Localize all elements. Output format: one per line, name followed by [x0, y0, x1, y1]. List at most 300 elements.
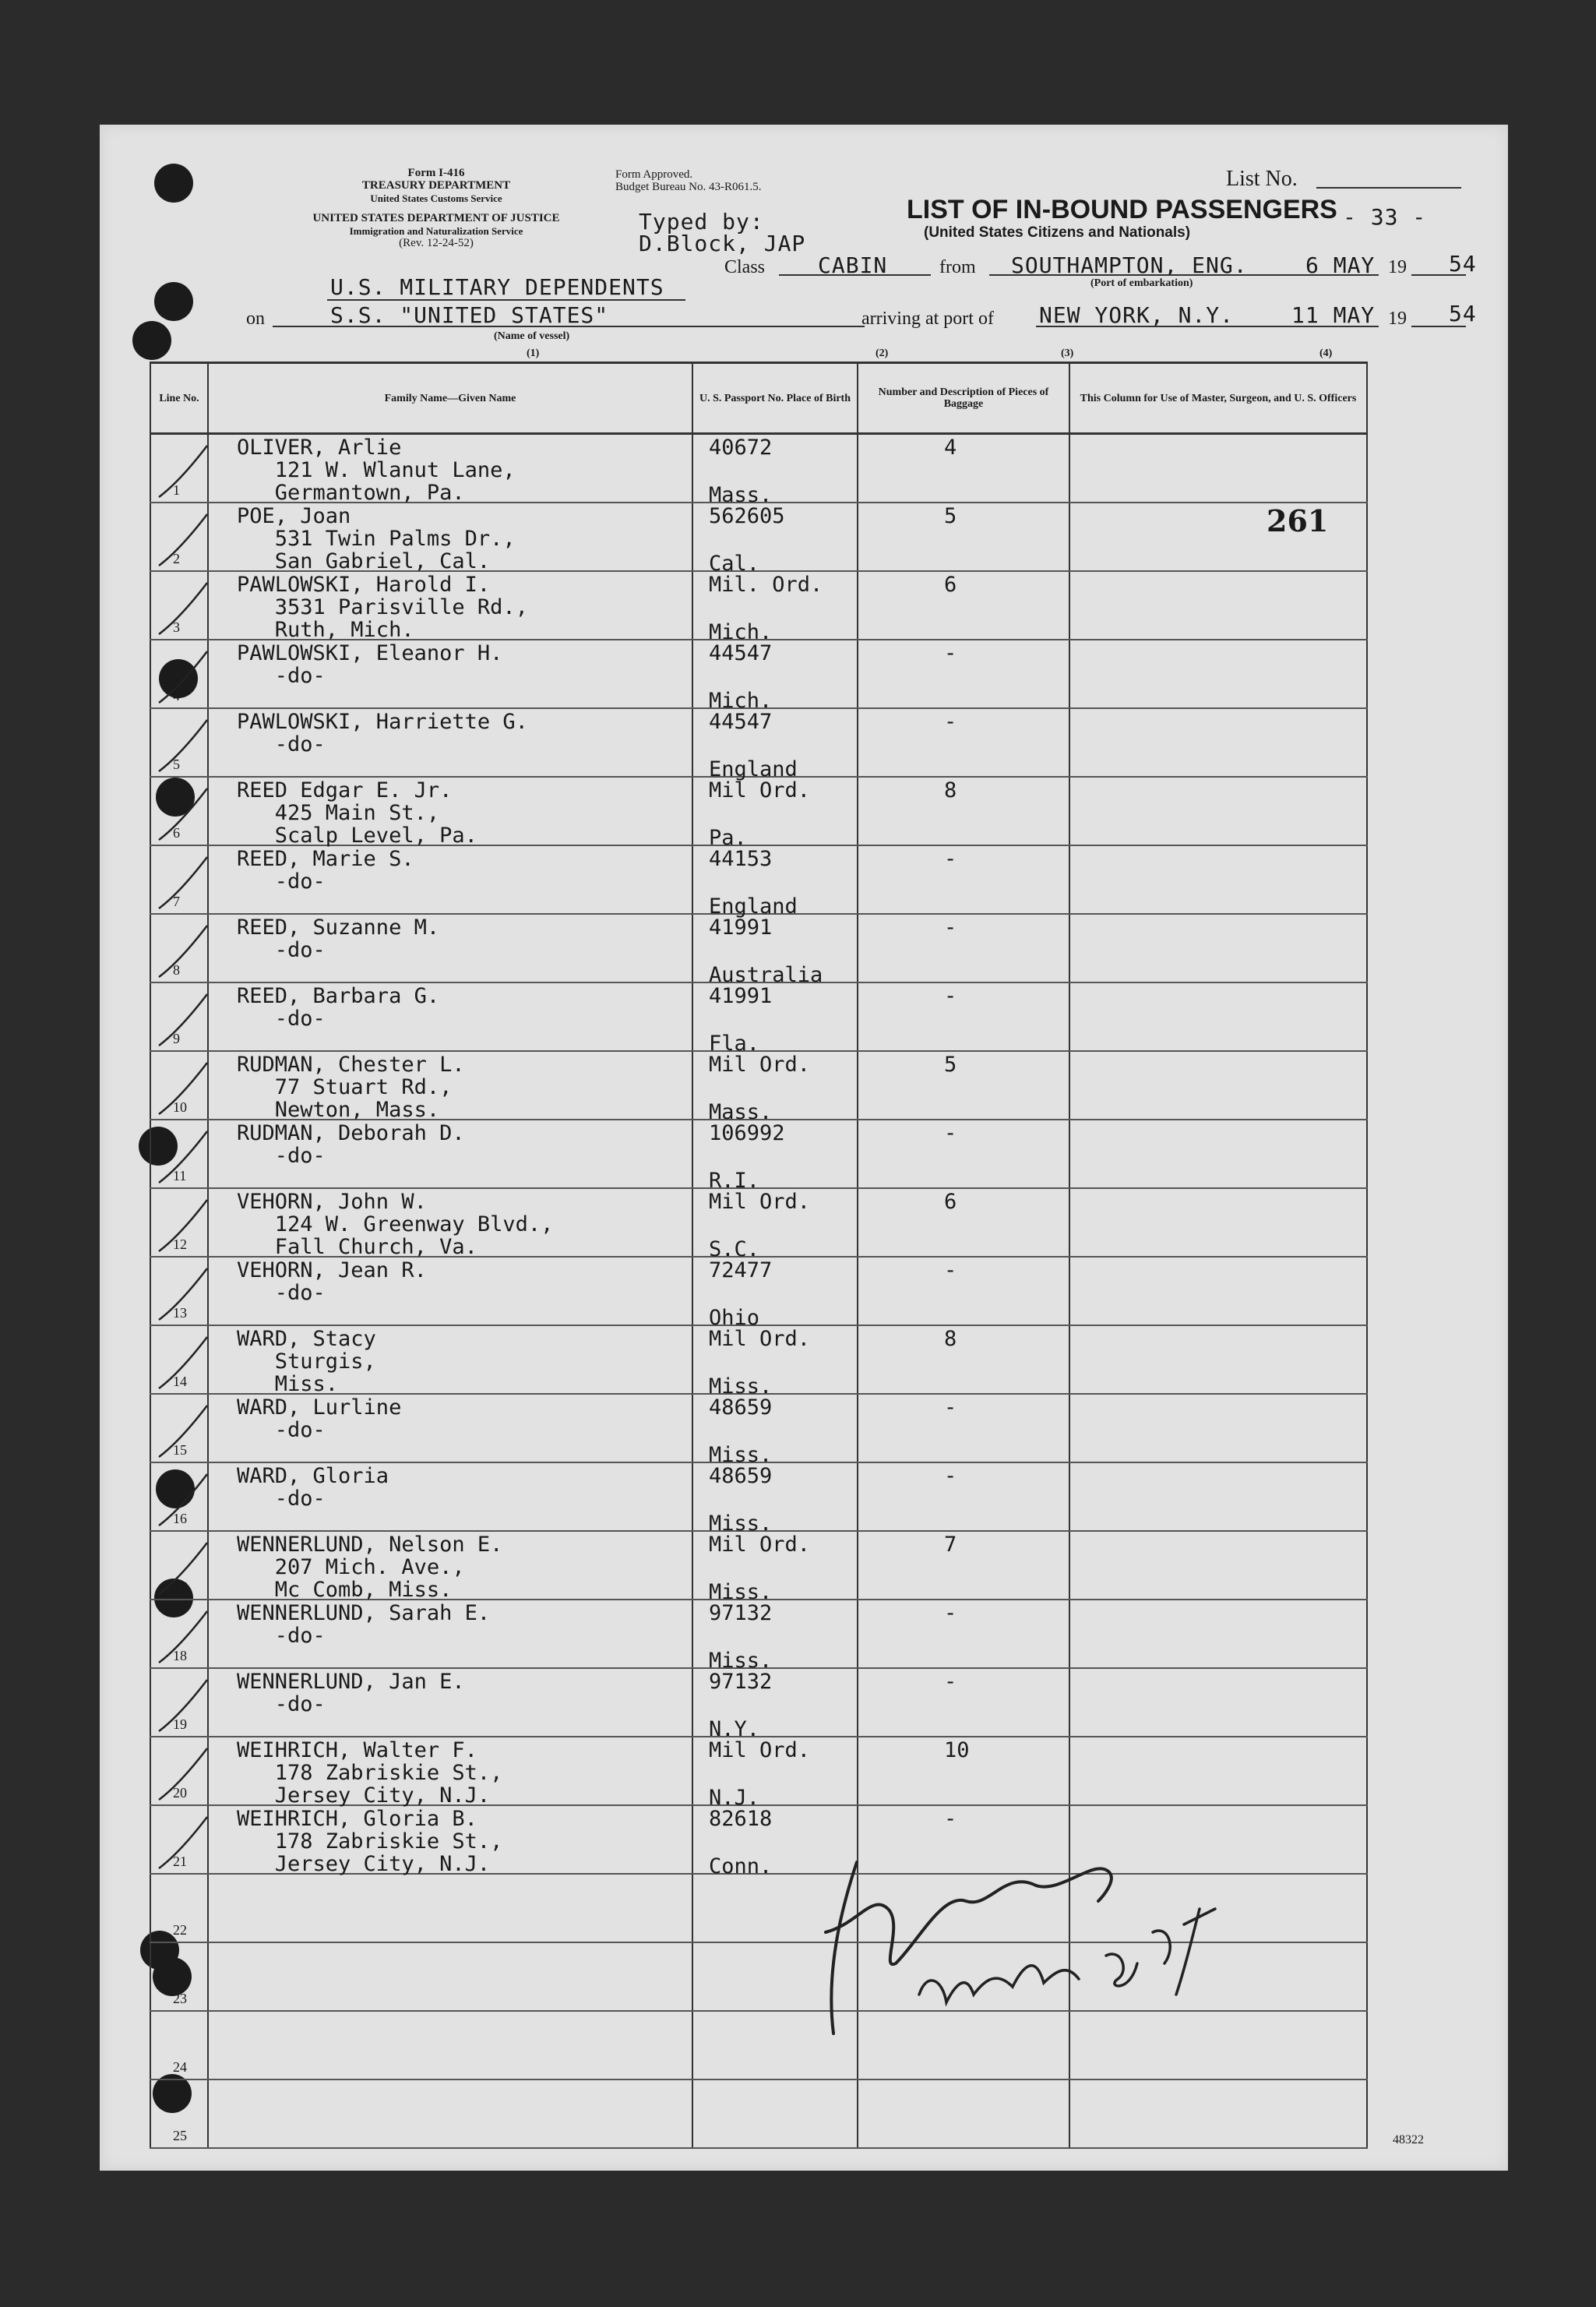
officer-cell	[1069, 1737, 1367, 1805]
place-of-birth: R.I.	[709, 1169, 760, 1193]
passenger-name: WENNERLUND, Sarah E. -do-	[237, 1601, 491, 1648]
name-cell	[208, 1737, 692, 1808]
group-name: U.S. MILITARY DEPENDENTS	[330, 274, 664, 300]
passenger-name: WARD, Lurline -do-	[237, 1395, 402, 1442]
check-mark-icon	[156, 852, 210, 915]
passenger-name: WARD, Stacy Sturgis, Miss.	[237, 1327, 376, 1396]
line-no-cell	[150, 503, 208, 571]
baggage-cell	[858, 1394, 1069, 1462]
baggage-cell	[858, 777, 1069, 845]
passport-number: 106992	[709, 1121, 785, 1145]
place-of-birth: Ohio	[709, 1306, 760, 1330]
name-cell	[208, 1668, 692, 1737]
line-no-cell	[150, 434, 208, 503]
line-number: 13	[173, 1305, 187, 1321]
passport-cell	[692, 708, 858, 781]
check-mark-icon	[156, 510, 210, 572]
baggage-cell	[858, 1600, 1069, 1668]
place-of-birth: N.Y.	[709, 1717, 760, 1741]
form-number: Form I-416	[407, 167, 465, 179]
line-number: 23	[173, 1991, 187, 2006]
officer-stamp: 261	[1267, 503, 1329, 538]
col-num-2: (2)	[876, 347, 889, 359]
form-revision: (Rev. 12-24-52)	[399, 237, 474, 249]
passenger-row	[150, 982, 1367, 1051]
line-no-cell	[150, 2079, 208, 2148]
line-no-cell	[150, 640, 208, 708]
baggage-count: 5	[944, 504, 957, 528]
on-label: on	[246, 309, 265, 329]
from-label: from	[939, 257, 976, 277]
name-cell	[208, 914, 692, 982]
passenger-row	[150, 1531, 1367, 1600]
line-no-cell	[150, 1737, 208, 1805]
baggage-count: 7	[944, 1533, 957, 1557]
passport-number: 44153	[709, 847, 773, 871]
arriving-label: arriving at port of	[861, 309, 994, 329]
passenger-row	[150, 1600, 1367, 1668]
place-of-birth: N.J.	[709, 1786, 760, 1810]
header-passport: U. S. Passport No. Place of Birth	[692, 363, 858, 434]
line-no-cell	[150, 1874, 208, 1942]
passenger-name: VEHORN, Jean R. -do-	[237, 1258, 427, 1305]
line-no-cell	[150, 1462, 208, 1531]
place-of-birth: Conn.	[709, 1854, 773, 1878]
line-no-cell	[150, 1668, 208, 1737]
passport-number: Mil Ord.	[709, 1053, 811, 1077]
passport-number: 562605	[709, 504, 785, 528]
budget-bureau: Budget Bureau No. 43-R061.5.	[615, 181, 762, 193]
passenger-name: WEIHRICH, Walter F. 178 Zabriskie St., Jersey City, N.J.	[237, 1738, 503, 1808]
class-label: Class	[724, 257, 766, 277]
officer-cell	[1069, 1668, 1367, 1737]
passport-number: Mil Ord.	[709, 1533, 811, 1557]
arrival-year: 54	[1449, 301, 1477, 326]
baggage-cell	[858, 982, 1069, 1051]
line-no-cell	[150, 1942, 208, 2011]
check-mark-icon	[156, 1812, 210, 1875]
officer-cell	[1069, 1120, 1367, 1188]
footer-code: 48322	[1393, 2133, 1424, 2146]
baggage-count: -	[944, 847, 957, 871]
check-mark-icon	[156, 1538, 210, 1600]
passenger-row	[150, 914, 1367, 982]
check-mark-icon	[156, 1264, 210, 1326]
check-mark-icon	[156, 1675, 210, 1737]
baggage-count: -	[944, 1395, 957, 1420]
place-of-birth: Miss.	[709, 1374, 773, 1399]
name-cell	[208, 777, 692, 848]
passport-number: Mil Ord.	[709, 1738, 811, 1762]
baggage-count: -	[944, 1601, 957, 1625]
passenger-name: PAWLOWSKI, Harriette G. -do-	[237, 710, 528, 757]
check-mark-icon	[156, 1401, 210, 1463]
passenger-name: PAWLOWSKI, Harold I. 3531 Parisville Rd., Ruth, Mich.	[237, 573, 528, 642]
arrival-rule	[1036, 326, 1379, 327]
baggage-cell	[858, 1120, 1069, 1188]
passport-cell	[692, 777, 858, 850]
binder-hole	[154, 282, 193, 321]
passport-cell	[692, 1325, 858, 1399]
check-mark-icon	[156, 784, 210, 846]
line-number: 21	[173, 1854, 187, 1869]
baggage-cell	[858, 1668, 1069, 1737]
check-mark-icon	[156, 1332, 210, 1395]
typist: D.Block, JAP	[639, 231, 806, 256]
passenger-row	[150, 1051, 1367, 1120]
arrival-date: 11 MAY	[1291, 302, 1376, 328]
depart-year-rule	[1411, 274, 1466, 276]
place-of-birth: Fla.	[709, 1032, 760, 1056]
line-number: 17	[173, 1579, 187, 1595]
baggage-count: -	[944, 1258, 957, 1282]
passport-cell	[692, 1668, 858, 1741]
check-mark-icon	[156, 1469, 210, 1532]
officer-cell	[1069, 571, 1367, 640]
passenger-row	[150, 1325, 1367, 1394]
baggage-cell	[858, 1531, 1069, 1600]
line-no-cell	[150, 1257, 208, 1325]
passport-cell	[692, 571, 858, 644]
depart-year-prefix: 19	[1388, 257, 1407, 277]
name-cell	[208, 2011, 692, 2079]
baggage-cell	[858, 1737, 1069, 1805]
line-no-cell	[150, 708, 208, 777]
passenger-name: REED, Suzanne M. -do-	[237, 915, 440, 962]
passenger-row	[150, 1120, 1367, 1188]
class-value: CABIN	[818, 252, 888, 278]
binder-hole	[154, 164, 193, 203]
passenger-row	[150, 434, 1367, 503]
header-line-no: Line No.	[150, 363, 208, 434]
baggage-count: -	[944, 710, 957, 734]
passport-number: 44547	[709, 710, 773, 734]
line-number: 2	[173, 551, 180, 566]
baggage-count: -	[944, 984, 957, 1008]
officer-cell	[1069, 982, 1367, 1051]
line-no-cell	[150, 982, 208, 1051]
col-num-4: (4)	[1319, 347, 1333, 359]
line-number: 9	[173, 1031, 180, 1046]
officer-cell	[1069, 640, 1367, 708]
name-cell	[208, 708, 692, 777]
baggage-cell	[858, 571, 1069, 640]
passport-cell	[692, 1257, 858, 1330]
baggage-cell	[858, 914, 1069, 982]
passport-cell	[692, 640, 858, 713]
baggage-count: -	[944, 915, 957, 940]
passport-cell	[692, 2079, 858, 2148]
passport-number: Mil Ord.	[709, 1327, 811, 1351]
baggage-count: -	[944, 1464, 957, 1488]
place-of-birth: Cal.	[709, 552, 760, 576]
passenger-row	[150, 1188, 1367, 1257]
line-no-cell	[150, 2011, 208, 2079]
officer-cell	[1069, 1051, 1367, 1120]
baggage-count: 8	[944, 778, 957, 803]
line-number: 11	[173, 1168, 187, 1183]
officer-cell	[1069, 1600, 1367, 1668]
check-mark-icon	[156, 921, 210, 983]
check-mark-icon	[156, 1195, 210, 1258]
line-number: 25	[173, 2128, 187, 2143]
passport-number: Mil. Ord.	[709, 573, 823, 597]
officer-cell	[1069, 708, 1367, 777]
line-no-cell	[150, 1188, 208, 1257]
passport-cell	[692, 1188, 858, 1261]
name-cell	[208, 1462, 692, 1531]
name-cell	[208, 1874, 692, 1942]
passenger-row	[150, 1257, 1367, 1325]
line-number: 20	[173, 1785, 187, 1801]
line-no-cell	[150, 1120, 208, 1188]
passenger-name: WENNERLUND, Nelson E. 207 Mich. Ave., Mc Comb, Miss.	[237, 1533, 503, 1602]
header-name: Family Name—Given Name	[208, 363, 692, 434]
baggage-count: -	[944, 1121, 957, 1145]
col-num-1: (1)	[527, 347, 540, 359]
line-number: 15	[173, 1442, 187, 1458]
baggage-count: -	[944, 1670, 957, 1694]
line-number: 10	[173, 1099, 187, 1115]
baggage-count: 8	[944, 1327, 957, 1351]
passport-number: 40672	[709, 436, 773, 460]
name-cell	[208, 1531, 692, 1600]
line-number: 14	[173, 1374, 187, 1389]
line-no-cell	[150, 1531, 208, 1600]
passport-cell	[692, 1394, 858, 1467]
passport-number: 41991	[709, 984, 773, 1008]
arrival-year-rule	[1411, 326, 1466, 327]
treasury-dept: TREASURY DEPARTMENT	[361, 179, 511, 192]
list-no-label: List No.	[1226, 167, 1298, 191]
place-of-birth: Pa.	[709, 826, 747, 850]
place-of-birth: Mich.	[709, 689, 773, 713]
line-number: 6	[173, 825, 180, 841]
baggage-cell	[858, 2079, 1069, 2148]
passenger-name: REED, Marie S. -do-	[237, 847, 414, 894]
baggage-count: 6	[944, 573, 957, 597]
place-of-birth: Miss.	[709, 1512, 773, 1536]
passport-number: 97132	[709, 1670, 773, 1694]
check-mark-icon	[156, 578, 210, 640]
line-number: 4	[173, 688, 180, 704]
officer-cell	[1069, 1531, 1367, 1600]
line-number: 22	[173, 1922, 187, 1938]
customs-service: United States Customs Service	[370, 192, 502, 204]
line-number: 16	[173, 1511, 187, 1526]
list-no: - 33 -	[1343, 204, 1427, 230]
passport-cell	[692, 1051, 858, 1124]
passport-cell	[692, 982, 858, 1056]
baggage-cell	[858, 1257, 1069, 1325]
name-cell	[208, 1051, 692, 1120]
line-number: 8	[173, 962, 180, 978]
check-mark-icon	[156, 715, 210, 778]
vessel-rule	[273, 326, 865, 327]
line-no-cell	[150, 914, 208, 982]
passport-cell	[692, 914, 858, 987]
officer-cell	[1069, 2079, 1367, 2148]
group-rule	[327, 299, 685, 301]
officer-cell	[1069, 1462, 1367, 1531]
justice-dept: UNITED STATES DEPARTMENT OF JUSTICE	[312, 212, 560, 224]
baggage-cell	[858, 1325, 1069, 1394]
place-of-birth: Miss.	[709, 1443, 773, 1467]
passport-cell	[692, 845, 858, 919]
line-number: 1	[173, 482, 180, 498]
passport-number: 41991	[709, 915, 773, 940]
form-title: LIST OF IN-BOUND PASSENGERS	[907, 195, 1337, 224]
baggage-cell	[858, 1462, 1069, 1531]
check-mark-icon	[156, 647, 210, 709]
name-cell	[208, 503, 692, 571]
passport-number: Mil Ord.	[709, 1190, 811, 1214]
baggage-count: -	[944, 1807, 957, 1831]
vessel-name: S.S. "UNITED STATES"	[330, 302, 609, 328]
line-no-cell	[150, 1325, 208, 1394]
passenger-name: OLIVER, Arlie 121 W. Wlanut Lane, Germantown, Pa.	[237, 436, 516, 505]
passenger-name: REED, Barbara G. -do-	[237, 984, 440, 1031]
list-no-rule	[1316, 187, 1461, 189]
baggage-cell	[858, 1051, 1069, 1120]
baggage-cell	[858, 1188, 1069, 1257]
embark-note: (Port of embarkation)	[1090, 277, 1193, 289]
name-cell	[208, 1325, 692, 1394]
passenger-row	[150, 845, 1367, 914]
name-cell	[208, 640, 692, 708]
baggage-cell	[858, 845, 1069, 914]
passport-number: Mil Ord.	[709, 778, 811, 803]
col-num-3: (3)	[1061, 347, 1074, 359]
line-number: 5	[173, 757, 180, 772]
officer-cell	[1069, 1394, 1367, 1462]
officer-cell	[1069, 914, 1367, 982]
passport-number: 48659	[709, 1464, 773, 1488]
form-approved: Form Approved.	[615, 168, 693, 181]
officer-cell	[1069, 845, 1367, 914]
passenger-row	[150, 571, 1367, 640]
line-number: 12	[173, 1236, 187, 1252]
passport-cell	[692, 1600, 858, 1673]
name-cell	[208, 1942, 692, 2011]
baggage-cell	[858, 708, 1069, 777]
check-mark-icon	[156, 989, 210, 1052]
check-mark-icon	[156, 1058, 210, 1120]
passenger-row	[150, 1737, 1367, 1805]
passenger-row	[150, 1394, 1367, 1462]
name-cell	[208, 1394, 692, 1462]
from-rule	[989, 274, 1379, 276]
line-number: 3	[173, 619, 180, 635]
passenger-name: VEHORN, John W. 124 W. Greenway Blvd., Fall Church, Va.	[237, 1190, 554, 1259]
name-cell	[208, 1257, 692, 1325]
line-number: 24	[173, 2059, 187, 2075]
line-number: 7	[173, 894, 180, 909]
passenger-row	[150, 2079, 1367, 2148]
arrival-port: NEW YORK, N.Y.	[1039, 302, 1235, 328]
passenger-row	[150, 1462, 1367, 1531]
place-of-birth: England	[709, 894, 798, 919]
passport-cell	[692, 1737, 858, 1810]
name-cell	[208, 1600, 692, 1668]
arrival-year-prefix: 19	[1388, 309, 1407, 329]
baggage-cell	[858, 503, 1069, 571]
header-baggage: Number and Description of Pieces of Baggage	[858, 363, 1069, 434]
name-cell	[208, 1805, 692, 1874]
place-of-birth: Australia	[709, 963, 823, 987]
line-number: 18	[173, 1648, 187, 1663]
passport-number: 97132	[709, 1601, 773, 1625]
baggage-count: 5	[944, 1053, 957, 1077]
officer-cell	[1069, 1257, 1367, 1325]
passport-number: 82618	[709, 1807, 773, 1831]
passenger-name: REED Edgar E. Jr. 425 Main St., Scalp Level, Pa.	[237, 778, 477, 848]
baggage-count: 4	[944, 436, 957, 460]
line-no-cell	[150, 845, 208, 914]
place-of-birth: Mich.	[709, 620, 773, 644]
passenger-name: WENNERLUND, Jan E. -do-	[237, 1670, 465, 1716]
form-subtitle: (United States Citizens and Nationals)	[924, 224, 1191, 241]
check-mark-icon	[156, 1744, 210, 1806]
passport-cell	[692, 434, 858, 507]
check-mark-icon	[156, 441, 210, 503]
passport-cell	[692, 1531, 858, 1604]
name-cell	[208, 1188, 692, 1257]
passenger-name: POE, Joan 531 Twin Palms Dr., San Gabriel, Cal.	[237, 504, 516, 573]
name-cell	[208, 845, 692, 914]
name-cell	[208, 434, 692, 503]
header-officers: This Column for Use of Master, Surgeon, and U. S. Officers	[1069, 363, 1367, 434]
line-no-cell	[150, 777, 208, 845]
line-no-cell	[150, 571, 208, 640]
passport-cell	[692, 1120, 858, 1193]
name-cell	[208, 571, 692, 640]
baggage-count: 6	[944, 1190, 957, 1214]
depart-date: 6 MAY	[1305, 252, 1376, 278]
check-mark-icon	[156, 1127, 210, 1189]
officer-cell	[1069, 434, 1367, 503]
passport-number: 44547	[709, 641, 773, 665]
line-no-cell	[150, 1051, 208, 1120]
from-value: SOUTHAMPTON, ENG.	[1011, 252, 1248, 278]
officer-cell	[1069, 1325, 1367, 1394]
line-number: 19	[173, 1716, 187, 1732]
passenger-name: RUDMAN, Chester L. 77 Stuart Rd., Newton, Mass.	[237, 1053, 465, 1122]
passenger-row	[150, 708, 1367, 777]
passenger-row	[150, 503, 1367, 571]
passenger-row	[150, 1668, 1367, 1737]
line-no-cell	[150, 1600, 208, 1668]
baggage-count: 10	[944, 1738, 970, 1762]
baggage-cell	[858, 434, 1069, 503]
place-of-birth: England	[709, 757, 798, 781]
line-no-cell	[150, 1394, 208, 1462]
place-of-birth: Miss.	[709, 1649, 773, 1673]
name-cell	[208, 1120, 692, 1188]
passenger-row	[150, 777, 1367, 845]
passenger-name: WARD, Gloria -do-	[237, 1464, 389, 1511]
baggage-cell	[858, 640, 1069, 708]
line-no-cell	[150, 1805, 208, 1874]
passenger-row	[150, 640, 1367, 708]
officer-cell	[1069, 777, 1367, 845]
ins-service: Immigration and Naturalization Service	[349, 225, 523, 237]
passport-number: 48659	[709, 1395, 773, 1420]
depart-year: 54	[1449, 251, 1477, 277]
vessel-note: (Name of vessel)	[494, 330, 570, 342]
passenger-name: PAWLOWSKI, Eleanor H. -do-	[237, 641, 503, 688]
baggage-count: -	[944, 641, 957, 665]
